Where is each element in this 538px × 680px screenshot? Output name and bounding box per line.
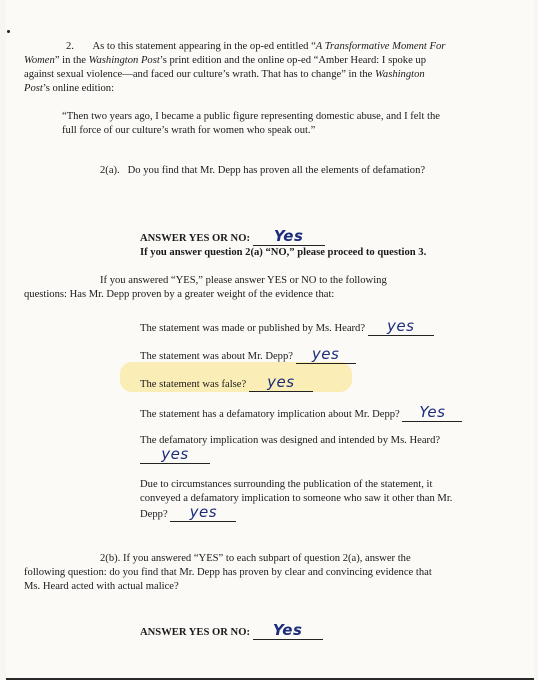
handwritten-answer: Yes: [273, 227, 304, 245]
newspaper-name: Washington: [375, 69, 425, 80]
item-answer-field[interactable]: [249, 373, 313, 392]
q2b-line3: Ms. Heard acted with actual malice?: [24, 581, 179, 592]
handwritten-answer: Yes: [419, 403, 446, 421]
item-answer-field[interactable]: [140, 445, 210, 464]
handwritten-answer: yes: [161, 445, 189, 463]
handwritten-answer: yes: [189, 503, 218, 521]
verdict-form-page: [6, 0, 534, 680]
q2b-line2: following question: do you find that Mr. Depp has proven by clear and convincing evidence that: [24, 567, 432, 578]
q2-text: As to this statement appearing in the op-ed entitled “: [92, 41, 316, 52]
item-text: The statement was about Mr. Depp?: [140, 351, 293, 362]
q2-intro-line4: [24, 82, 114, 95]
newspaper-name: Post: [24, 83, 43, 94]
q2a-text: Do you find that Mr. Depp has proven all the elements of defamation?: [127, 165, 426, 176]
handwritten-answer: yes: [311, 345, 340, 363]
q2a-answer-row: [140, 227, 325, 246]
q2a-question: [100, 164, 425, 177]
newspaper-name: Washington Post: [88, 55, 160, 66]
quote-line2: full force of our culture’s wrath for women who speak out.”: [62, 125, 316, 136]
q2-text: ’s online edition:: [42, 83, 115, 94]
op-ed-title: A Transformative Moment For: [315, 41, 446, 52]
item-designed-intended-answer: [140, 445, 210, 464]
item-circumstances-line2: conveyed a defamatory implication to someone who saw it other than Mr.: [140, 493, 453, 504]
q2-text: ” in the: [54, 55, 89, 66]
item-answer-field[interactable]: [368, 317, 434, 336]
op-ed-title-end: Women: [24, 55, 55, 66]
q2-intro-line1: [66, 40, 445, 53]
item-text: The statement was false?: [140, 379, 247, 390]
q2a-label: 2(a).: [100, 165, 120, 176]
item-circumstances-line3: [140, 503, 236, 522]
item-text: The statement has a defamatory implication about Mr. Depp?: [140, 409, 400, 420]
q2-number: 2.: [66, 41, 74, 52]
handwritten-answer: yes: [267, 373, 295, 391]
answer-label: ANSWER YES OR NO:: [140, 233, 250, 244]
q2a-answer-field[interactable]: [253, 227, 325, 246]
followup-line1: If you answered “YES,” please answer YES or NO to the following: [100, 275, 387, 286]
item-about-depp: [140, 345, 356, 364]
handwritten-answer: yes: [387, 317, 415, 335]
q2-text: against sexual violence—and faced our culture’s wrath. That has to change” in the: [24, 69, 376, 80]
q2b-line1: 2(b). If you answered “YES” to each subpart of question 2(a), answer the: [100, 553, 411, 564]
item-answer-field[interactable]: [296, 345, 356, 364]
margin-mark: [7, 30, 10, 33]
item-published-by-heard: [140, 317, 434, 336]
answer-label: ANSWER YES OR NO:: [140, 627, 250, 638]
q2b-answer-field[interactable]: [253, 621, 323, 640]
q2-intro-line3: [24, 68, 425, 81]
item-answer-field[interactable]: [170, 503, 236, 522]
handwritten-answer: Yes: [272, 621, 303, 639]
item-text: Depp?: [140, 509, 168, 520]
item-statement-false: [140, 373, 313, 392]
followup-line2: questions: Has Mr. Depp proven by a greater weight of the evidence that:: [24, 289, 335, 300]
item-circumstances-line1: Due to circumstances surrounding the publication of the statement, it: [140, 479, 433, 490]
item-text: The statement was made or published by Ms. Heard?: [140, 323, 366, 334]
item-designed-intended: The defamatory implication was designed and intended by Ms. Heard?: [140, 435, 441, 446]
item-defamatory-implication: [140, 403, 462, 422]
quote-line1: “Then two years ago, I became a public figure representing domestic abuse, and I felt the: [62, 111, 440, 122]
q2-text: ’s print edition and the online op-ed “Amber Heard: I spoke up: [159, 55, 427, 66]
q2a-instruction: If you answer question 2(a) “NO,” please proceed to question 3.: [140, 247, 427, 258]
q2-intro-line2: [24, 54, 426, 67]
item-answer-field[interactable]: [402, 403, 462, 422]
q2b-answer-row: [140, 621, 323, 640]
